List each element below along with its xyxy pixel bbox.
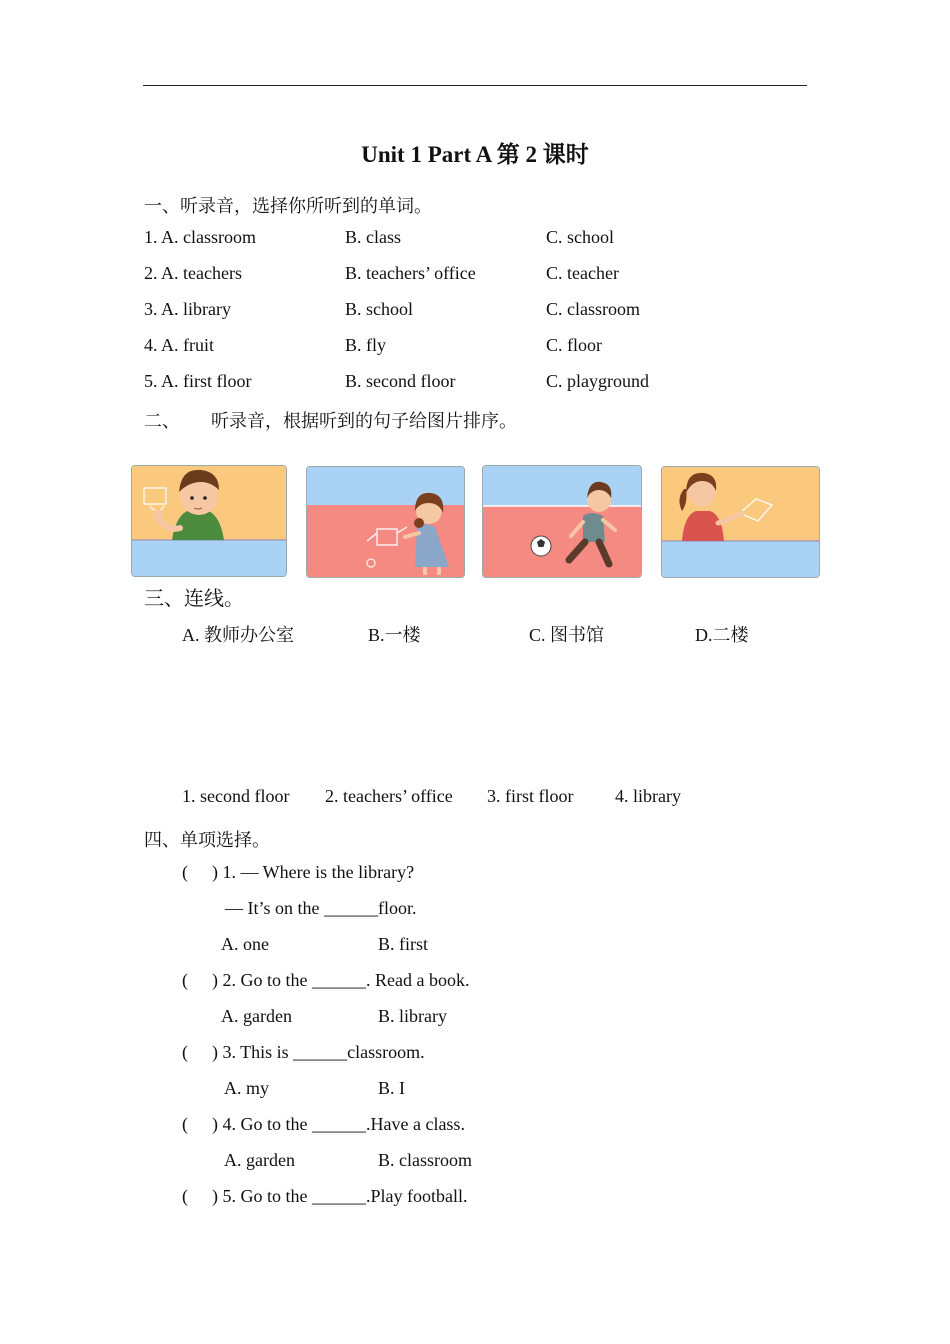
- q2-option-a: A. garden: [221, 1006, 292, 1026]
- q1-option-b: B. first: [378, 934, 429, 954]
- s1-q2-option-c: C. teacher: [546, 263, 619, 283]
- s1-q1-option-b: B. class: [345, 227, 401, 247]
- section3-heading: 三、连线。: [144, 588, 244, 610]
- s1-q2-option-b: B. teachers’ office: [345, 263, 476, 283]
- s1-q3-option-b: B. school: [345, 299, 414, 319]
- word-3: 3. first floor: [487, 786, 574, 806]
- q3-option-a: A. my: [224, 1078, 269, 1098]
- s1-q3-option-a: 3. A. library: [144, 299, 231, 319]
- q5-answer-blank: (: [182, 1186, 188, 1206]
- q1-stem: ) 1. — Where is the library?: [212, 862, 415, 882]
- q2-answer-blank: (: [182, 970, 188, 990]
- section2-heading: 听录音，根据听到的句子给图片排序。: [211, 411, 517, 431]
- word-2: 2. teachers’ office: [325, 786, 453, 806]
- q1-reply: — It’s on the ______floor.: [225, 898, 417, 918]
- q3-option-b: B. I: [378, 1078, 405, 1098]
- place-c: C. 图书馆: [529, 625, 605, 645]
- page-title: Unit 1 Part A 第 2 课时: [361, 142, 589, 167]
- q1-answer-blank: (: [182, 862, 188, 882]
- section1-heading: 一、听录音，选择你所听到的单词。: [144, 196, 432, 216]
- q1-option-a: A. one: [221, 934, 269, 954]
- picture-boy-thinking: [131, 465, 287, 577]
- word-4: 4. library: [615, 786, 681, 806]
- place-d: D.二楼: [695, 625, 749, 645]
- q3-answer-blank: (: [182, 1042, 188, 1062]
- s1-q1-option-a: 1. A. classroom: [144, 227, 256, 247]
- picture-boy-football: [482, 465, 642, 578]
- q2-stem: ) 2. Go to the ______. Read a book.: [212, 970, 470, 990]
- q5-stem: ) 5. Go to the ______.Play football.: [212, 1186, 468, 1206]
- s1-q5-option-c: C. playground: [546, 371, 649, 391]
- section4-heading: 四、单项选择。: [144, 830, 270, 850]
- s1-q2-option-a: 2. A. teachers: [144, 263, 242, 283]
- s1-q5-option-a: 5. A. first floor: [144, 371, 252, 391]
- s1-q5-option-b: B. second floor: [345, 371, 456, 391]
- q4-option-a: A. garden: [224, 1150, 295, 1170]
- q4-option-b: B. classroom: [378, 1150, 472, 1170]
- s1-q1-option-c: C. school: [546, 227, 615, 247]
- q3-stem: ) 3. This is ______classroom.: [212, 1042, 425, 1062]
- header-rule: [143, 85, 807, 86]
- picture-girl-watering: [306, 466, 465, 578]
- section2-number: 二、: [144, 411, 180, 431]
- s1-q4-option-a: 4. A. fruit: [144, 335, 214, 355]
- q4-answer-blank: (: [182, 1114, 188, 1134]
- picture-girl-drawing: [661, 466, 820, 578]
- s1-q4-option-c: C. floor: [546, 335, 602, 355]
- place-a: A. 教师办公室: [182, 625, 294, 645]
- place-b: B.一楼: [368, 625, 421, 645]
- word-1: 1. second floor: [182, 786, 290, 806]
- q2-option-b: B. library: [378, 1006, 447, 1026]
- s1-q3-option-c: C. classroom: [546, 299, 640, 319]
- s1-q4-option-b: B. fly: [345, 335, 387, 355]
- q4-stem: ) 4. Go to the ______.Have a class.: [212, 1114, 465, 1134]
